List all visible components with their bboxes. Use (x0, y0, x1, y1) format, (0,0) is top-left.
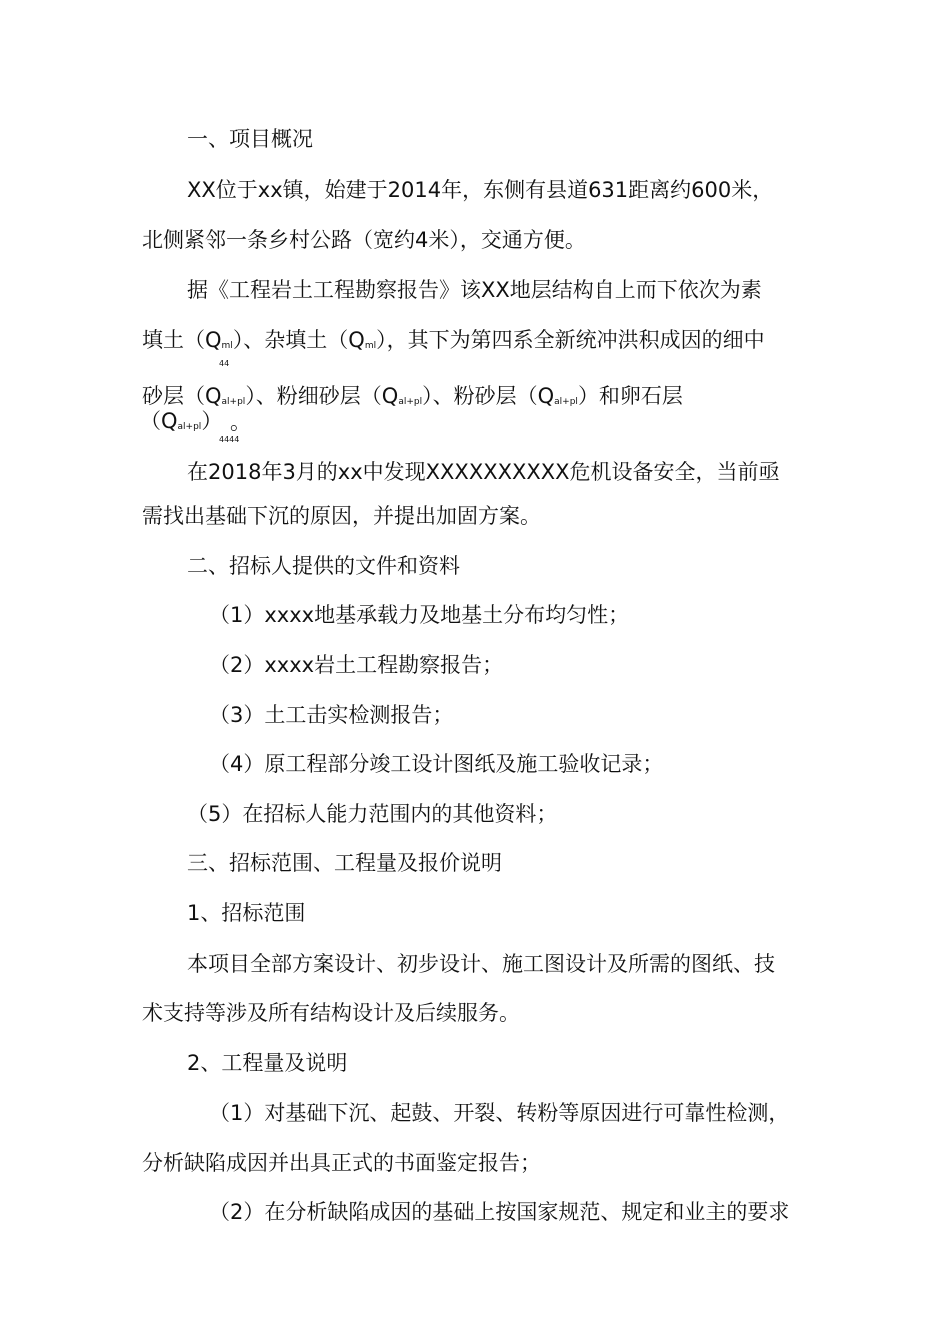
subscript: ml (221, 341, 233, 351)
subscript: al+pl (398, 397, 423, 407)
paragraph-line: 据《工程岩土工程勘察报告》该XX地层结构自上而下依次为素 (187, 278, 762, 302)
superscript-mark: 44 (219, 359, 230, 368)
subsection-heading: 1、招标范围 (187, 901, 306, 925)
text-run: ）、粉砂层（Q (422, 384, 555, 408)
paragraph-line: 分析缺陷成因并出具正式的书面鉴定报告； (142, 1151, 541, 1175)
text-run: ）、粉细砂层（Q (245, 384, 399, 408)
paragraph-line (140, 411, 222, 432)
text-run: ） (201, 409, 223, 433)
paragraph-line: XX位于xx镇，始建于2014年，东侧有县道631距离约600米， (187, 178, 774, 202)
subscript: al+pl (554, 397, 578, 407)
paragraph-line: 在2018年3月的xx中发现XXXXXXXXXX危机设备安全，当前亟 (187, 460, 780, 484)
subsection-heading: 2、工程量及说明 (187, 1051, 348, 1075)
list-item: （4）原工程部分竣工设计图纸及施工验收记录； (209, 752, 664, 776)
paragraph-line: 北侧紧邻一条乡村公路（宽约4米），交通方便。 (142, 228, 586, 252)
paragraph-line: （2）在分析缺陷成因的基础上按国家规范、规定和业主的要求 (209, 1200, 790, 1224)
subscript: al+pl (221, 397, 246, 407)
list-item: （2）xxxx岩土工程勘察报告； (209, 653, 504, 677)
paragraph-line (142, 386, 683, 407)
sentence-end: 。 (230, 410, 251, 434)
text-run: 砂层（Q (142, 384, 222, 408)
subscript: al+pl (177, 422, 202, 432)
section-heading-documents: 二、招标人提供的文件和资料 (187, 554, 460, 578)
subscript: ml (364, 341, 377, 351)
superscript-mark: 4444 (219, 435, 240, 444)
text-run: ）、杂填土（Q (232, 328, 365, 352)
text-run: ），其下为第四系全新统冲洪积成因的细中 (376, 328, 765, 352)
section-heading-scope: 三、招标范围、工程量及报价说明 (187, 851, 502, 875)
paragraph-line: 本项目全部方案设计、初步设计、施工图设计及所需的图纸、技 (187, 952, 775, 976)
section-heading-overview: 一、项目概况 (187, 127, 313, 151)
list-item: （5）在招标人能力范围内的其他资料； (187, 802, 558, 826)
list-item: （3）土工击实检测报告； (209, 703, 454, 727)
paragraph-line (142, 330, 765, 351)
paragraph-line: 术支持等涉及所有结构设计及后续服务。 (142, 1001, 520, 1025)
text-run: 填土（Q (142, 328, 222, 352)
paragraph-line: 需找出基础下沉的原因，并提出加固方案。 (142, 504, 541, 528)
text-run: （Q (140, 409, 178, 433)
text-run: ）和卵石层 (577, 384, 683, 408)
list-item: （1）xxxx地基承载力及地基土分布均匀性； (209, 603, 630, 627)
paragraph-line: （1）对基础下沉、起鼓、开裂、转粉等原因进行可靠性检测， (209, 1101, 790, 1125)
